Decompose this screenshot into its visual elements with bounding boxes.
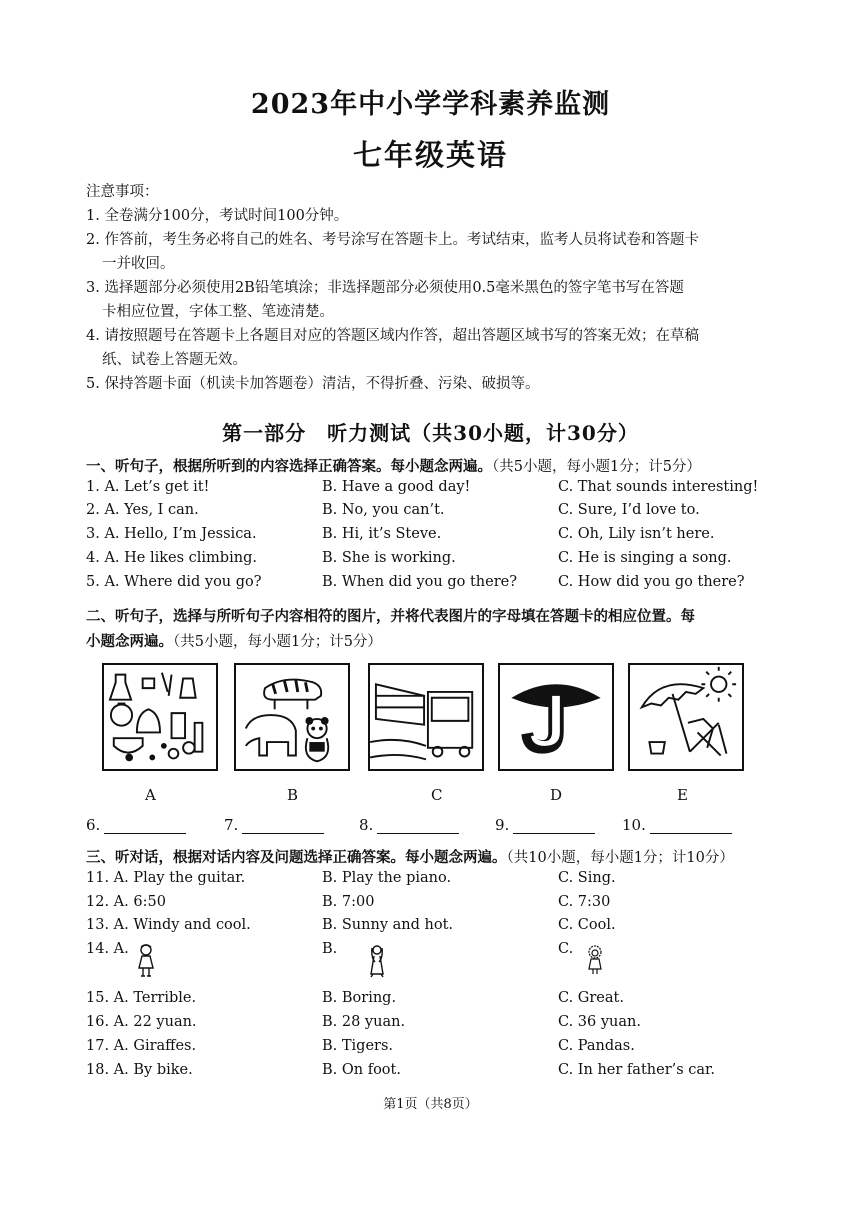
question-row — [86, 574, 806, 596]
section-three-heading — [86, 846, 734, 867]
option-c: C. Sure, I’d love to. — [558, 502, 700, 518]
animals-icon — [236, 665, 348, 769]
question-row — [86, 990, 806, 1012]
question-row — [86, 479, 806, 501]
option-a: 4. A. He likes climbing. — [86, 550, 257, 566]
question-row — [86, 1038, 806, 1060]
picture-d-quiet-sign — [498, 663, 614, 771]
blank-number: 9. — [495, 816, 510, 834]
answer-blank-9[interactable] — [495, 816, 595, 834]
picture-label-e: E — [677, 786, 688, 804]
blank-line[interactable] — [513, 817, 595, 834]
question-row-figures — [86, 941, 806, 963]
girl-long-hair-figure-icon — [367, 944, 387, 978]
instruction-item: 纸、试卷上答题无效。 — [102, 352, 247, 368]
option-c: C. 36 yuan. — [558, 1014, 641, 1030]
option-a: 18. A. By bike. — [86, 1062, 193, 1078]
option-c: C. Cool. — [558, 917, 616, 933]
blank-number: 6. — [86, 816, 101, 834]
part-one-title: 第一部分 听力测试（共30小题，计30分） — [222, 421, 639, 445]
blank-line[interactable] — [242, 817, 324, 834]
option-b: B. No, you can’t. — [322, 502, 445, 518]
girl-figure-icon — [136, 944, 156, 978]
option-b: B. Play the piano. — [322, 870, 452, 886]
option-c: C. Great. — [558, 990, 624, 1006]
instruction-item: 一并收回。 — [102, 256, 175, 272]
instruction-item: 5. 保持答题卡面（机读卡加答题卷）清洁，不得折叠、污染、破损等。 — [86, 376, 540, 392]
picture-e-beach-umbrella — [628, 663, 744, 771]
option-a: 5. A. Where did you go? — [86, 574, 262, 590]
option-b: B. On foot. — [322, 1062, 401, 1078]
answer-blanks — [86, 816, 806, 840]
option-a: 15. A. Terrible. — [86, 990, 197, 1006]
section-two-heading-cont — [86, 630, 382, 651]
option-b: B. Boring. — [322, 990, 397, 1006]
question-row — [86, 550, 806, 572]
option-b: B. When did you go there? — [322, 574, 517, 590]
blank-number: 8. — [359, 816, 374, 834]
option-c: C. Oh, Lily isn’t here. — [558, 526, 715, 542]
answer-blank-6[interactable] — [86, 816, 186, 834]
question-row — [86, 502, 806, 524]
option-a: 11. A. Play the guitar. — [86, 870, 246, 886]
section-two-score: （共5小题，每小题1分；计5分） — [173, 634, 382, 650]
section-three-score: （共10小题，每小题1分；计10分） — [506, 850, 734, 866]
question-row — [86, 1014, 806, 1036]
picture-c-bus-street — [368, 663, 484, 771]
section-one-instruction: 一、听句子，根据所听到的内容选择正确答案。每小题念两遍。 — [86, 458, 492, 475]
option-a: 2. A. Yes, I can. — [86, 502, 199, 518]
option-c: C. In her father’s car. — [558, 1062, 715, 1078]
picture-a-lab-bottles — [102, 663, 218, 771]
section-two-instruction: 小题念两遍。 — [86, 633, 173, 650]
question-row — [86, 1062, 806, 1084]
picture-label-d: D — [550, 786, 563, 804]
section-three-instruction: 三、听对话，根据对话内容及问题选择正确答案。每小题念两遍。 — [86, 849, 507, 866]
blank-number: 7. — [224, 816, 239, 834]
option-a: 3. A. Hello, I’m Jessica. — [86, 526, 257, 542]
bus-icon — [370, 665, 482, 769]
answer-blank-10[interactable] — [622, 816, 732, 834]
option-a: 17. A. Giraffes. — [86, 1038, 197, 1054]
section-two-heading: 二、听句子，选择与所听句子内容相符的图片，并将代表图片的字母填在答题卡的相应位置。每 — [86, 608, 695, 625]
instruction-item: 卡相应位置，字体工整、笔迹清楚。 — [102, 304, 334, 320]
option-c: C. That sounds interesting! — [558, 479, 759, 495]
instruction-item: 1. 全卷满分100分，考试时间100分钟。 — [86, 208, 349, 224]
option-c: C. Pandas. — [558, 1038, 635, 1054]
instruction-item: 2. 作答前，考生务必将自己的姓名、考号涂写在答题卡上。考试结束，监考人员将试卷和答题卡 — [86, 232, 699, 248]
lab-bottles-icon — [104, 665, 216, 769]
question-row — [86, 894, 806, 916]
section-one-heading — [86, 455, 701, 476]
option-b: B. Sunny and hot. — [322, 917, 454, 933]
blank-line[interactable] — [377, 817, 459, 834]
instructions-heading: 注意事项： — [86, 184, 159, 200]
page-number: 第1页（共8页） — [383, 1097, 478, 1112]
option-b: B. 28 yuan. — [322, 1014, 406, 1030]
instruction-item: 4. 请按照题号在答题卡上各题目对应的答题区域内作答，超出答题区域书写的答案无效；在草稿 — [86, 328, 699, 344]
instructions — [86, 180, 798, 396]
beach-umbrella-icon — [630, 665, 742, 769]
option-a: 1. A. Let’s get it! — [86, 479, 210, 495]
blank-number: 10. — [622, 816, 646, 834]
option-b: B. Tigers. — [322, 1038, 394, 1054]
option-c: C. He is singing a song. — [558, 550, 732, 566]
blank-line[interactable] — [104, 817, 186, 834]
answer-blank-7[interactable] — [224, 816, 324, 834]
option-b: B. Hi, it’s Steve. — [322, 526, 442, 542]
option-a: 14. A. — [86, 941, 129, 957]
option-b: B. Have a good day! — [322, 479, 471, 495]
option-c: C. 7:30 — [558, 894, 611, 910]
picture-label-c: C — [431, 786, 443, 804]
picture-label-b: B — [287, 786, 299, 804]
blank-line[interactable] — [650, 817, 732, 834]
quiet-finger-icon — [500, 665, 612, 769]
option-c: C. How did you go there? — [558, 574, 745, 590]
option-a: 12. A. 6:50 — [86, 894, 166, 910]
question-row — [86, 870, 806, 892]
section-one-score: （共5小题，每小题1分；计5分） — [492, 459, 701, 475]
picture-b-zoo-animals — [234, 663, 350, 771]
question-row — [86, 917, 806, 939]
instruction-item: 3. 选择题部分必须使用2B铅笔填涂；非选择题部分必须使用0.5毫米黑色的签字笔书写在答题 — [86, 280, 684, 296]
option-c: C. Sing. — [558, 870, 616, 886]
picture-label-a: A — [145, 786, 156, 804]
option-b: B. She is working. — [322, 550, 456, 566]
question-row — [86, 526, 806, 548]
option-b: B. 7:00 — [322, 894, 375, 910]
option-c: C. — [558, 941, 574, 957]
exam-subtitle: 七年级英语 — [352, 138, 508, 172]
option-a: 13. A. Windy and cool. — [86, 917, 251, 933]
option-a: 16. A. 22 yuan. — [86, 1014, 197, 1030]
option-b: B. — [322, 941, 338, 957]
exam-title: 2023年中小学学科素养监测 — [250, 89, 611, 120]
answer-blank-8[interactable] — [359, 816, 459, 834]
curly-hair-girl-figure-icon — [585, 944, 605, 978]
